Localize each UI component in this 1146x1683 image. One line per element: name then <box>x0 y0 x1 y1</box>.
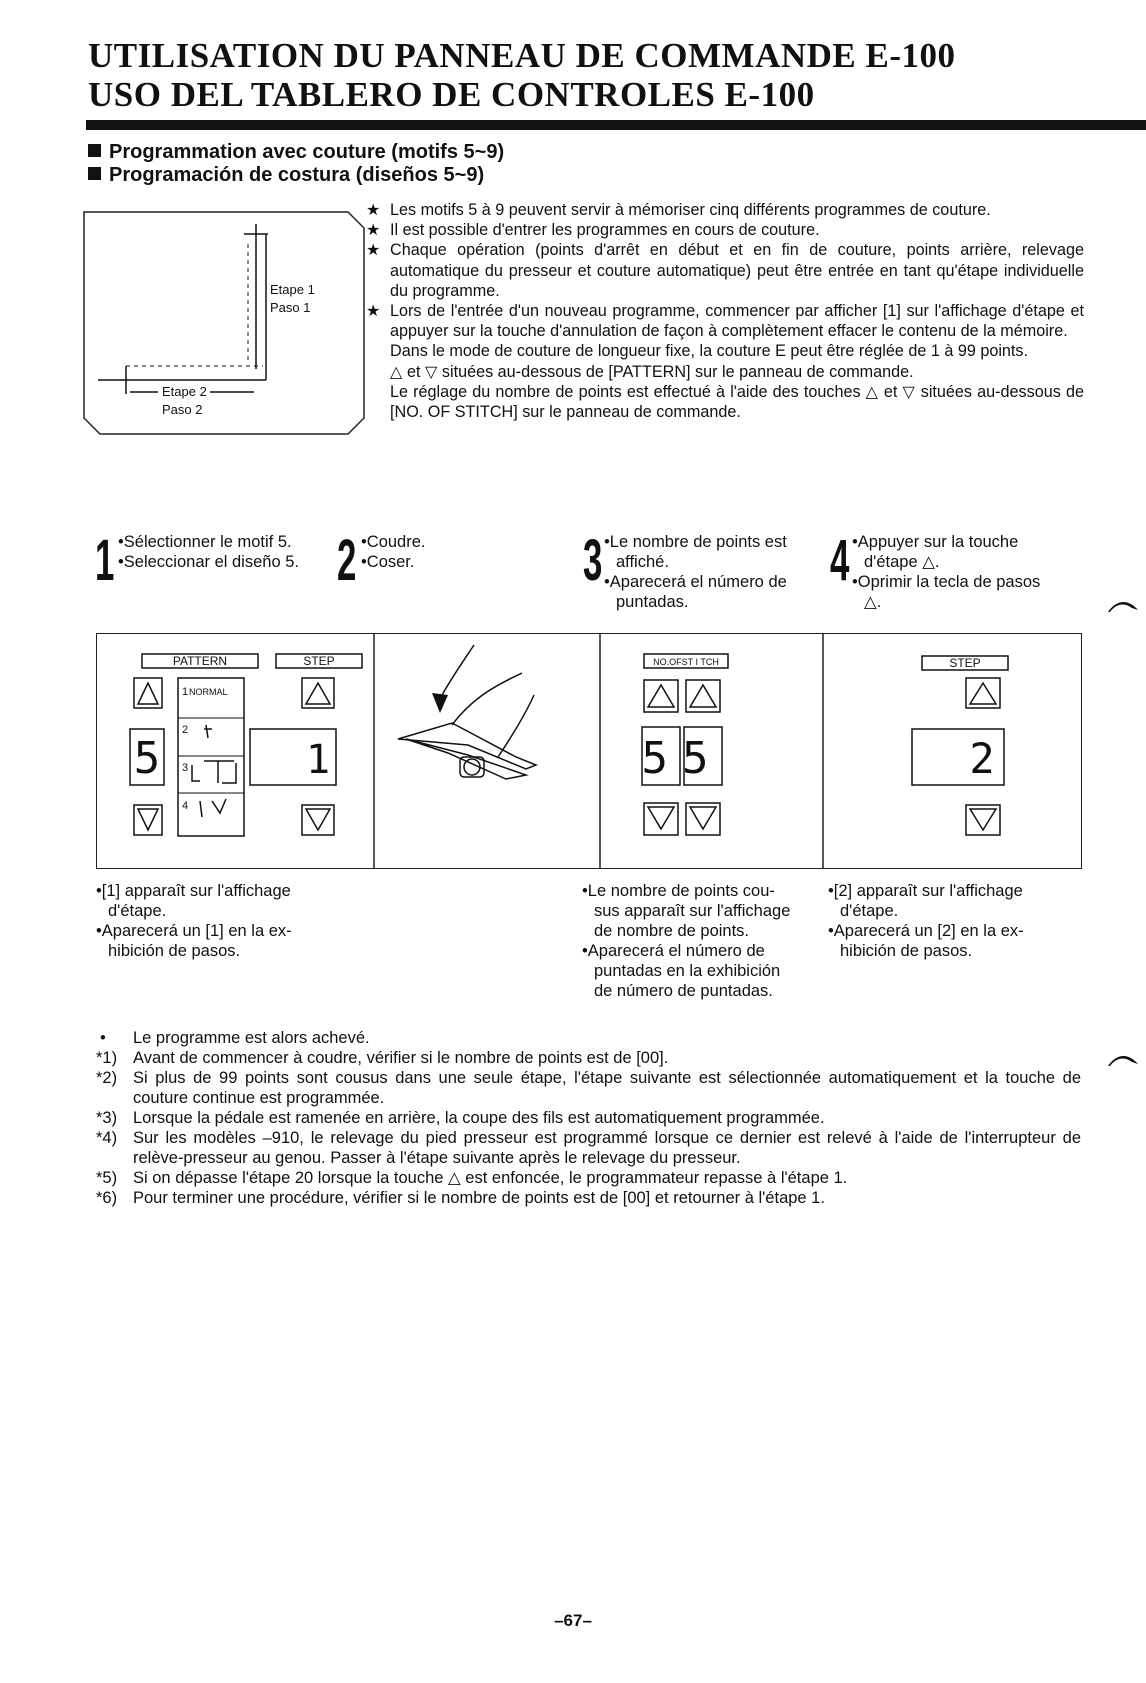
step-label: STEP <box>303 654 335 668</box>
note-item: *1) Avant de commencer à coudre, vérifier si le nombre de points est de [00]. <box>96 1049 669 1067</box>
pattern-digit-display <box>130 729 164 785</box>
bullet-item: ★ Lors de l'entrée d'un nouveau programme, commencer par afficher [1] sur l'affichage d'étape et appuyer sur la touche d'annulation de façon à complètement effacer le contenu de la mémoire. <box>366 302 1084 341</box>
svg-text:1: 1 <box>305 737 331 783</box>
step-digit-display <box>250 729 336 785</box>
caption-step-1: •[1] apparaît sur l'affichage d'étape. •Aparecerá un [1] en la ex- hibición de pasos. <box>96 882 292 960</box>
stitch-down-button-right[interactable] <box>686 803 720 835</box>
note-item: *2) Si plus de 99 points sont cousus dans une seule étape, l'étape suivante est sélectionnée automatiquement et la touche de couture continue est programmée. <box>96 1069 1081 1107</box>
list-number: 2 <box>182 724 189 736</box>
bullet-item: ★ Les motifs 5 à 9 peuvent servir à mémoriser cinq différents programmes de couture. <box>366 201 991 219</box>
stitch-count-display <box>642 727 723 785</box>
step-2-text: •Coudre. •Coser. <box>361 533 426 571</box>
page-title-fr: UTILISATION DU PANNEAU DE COMMANDE E-100 <box>88 36 956 75</box>
note-item: *5) Si on dépasse l'étape 20 lorsque la touche △ est enfoncée, le programmateur repasse à l'étape 1. <box>96 1169 848 1187</box>
step-number-2: 2 <box>337 528 357 593</box>
step-up-button[interactable] <box>302 678 334 708</box>
note-item: *4) Sur les modèles –910, le relevage du pied presseur est programmé lorsque ce dernier est relevé à l'aide de l'interrupteur de relève-presseur au genou. Passer à l'étape suivante après le relevage du presseur. <box>96 1129 1081 1167</box>
step-down-button[interactable] <box>302 805 334 835</box>
list-number: 1 <box>182 686 189 698</box>
stitch-down-button-left[interactable] <box>644 803 678 835</box>
bullet-item: ★ Chaque opération (points d'arrêt en début et en fin de couture, points arrière, relevage automatique du presseur et couture automatique) peut être entrée en tant qu'étape individuelle du programme. <box>366 241 1084 300</box>
step-number-4: 4 <box>830 528 850 593</box>
footnotes <box>96 1028 1081 1208</box>
subtitle-fr: Programmation avec couture (motifs 5~9) <box>88 141 504 164</box>
step-number-1: 1 <box>95 528 115 593</box>
list-number: 4 <box>182 800 189 812</box>
step-4-text: •Appuyer sur la touche d'étape △. •Oprimir la tecla de pasos △. <box>852 533 1041 611</box>
note-item: *6) Pour terminer une procédure, vérifier si le nombre de points est de [00] et retourner à l'étape 1. <box>96 1189 825 1207</box>
pattern-down-button[interactable] <box>134 805 162 835</box>
svg-text:5: 5 <box>133 733 161 784</box>
square-bullet-icon <box>88 167 101 180</box>
foot-pedal-icon <box>398 645 536 779</box>
stitch-up-button-right[interactable] <box>686 680 720 712</box>
panel-svg <box>96 633 1082 869</box>
extra-paragraph: Dans le mode de couture de longueur fixe, la couture E peut être réglée de 1 à 99 points. <box>390 342 1029 361</box>
diagram-step1-es: Paso 1 <box>270 300 311 315</box>
extra-paragraph: Le réglage du nombre de points est effectué à l'aide des touches △ et ▽ situées au-dessous de [NO. OF STITCH] sur le panneau de commande. <box>390 382 1084 422</box>
svg-text:55: 55 <box>641 733 723 784</box>
seam-path-diagram <box>78 204 368 444</box>
note-item: *3) Lorsque la pédale est ramenée en arrière, la coupe des fils est automatiquement programmée. <box>96 1109 825 1127</box>
margin-mark-icon <box>1106 1050 1140 1070</box>
stitch-up-button-left[interactable] <box>644 680 678 712</box>
normal-label: NORMAL <box>189 687 228 697</box>
subtitle-es: Programación de costura (diseños 5~9) <box>88 164 484 187</box>
page-number: –67– <box>554 1611 592 1630</box>
step-label-2: STEP <box>949 656 981 670</box>
diagram-step1-fr: Etape 1 <box>270 282 315 297</box>
diagram-step2-es: Paso 2 <box>162 402 203 417</box>
caption-step-3: •Le nombre de points cou- sus apparaît sur l'affichage de nombre de points. •Aparecerá el número de puntadas en la exhibición de número de puntadas. <box>582 882 791 1000</box>
step-up-button-2[interactable] <box>966 678 1000 708</box>
square-bullet-icon <box>88 144 101 157</box>
margin-mark-icon <box>1106 596 1140 616</box>
intro-bullets <box>366 200 1084 422</box>
title-rule <box>86 120 1146 130</box>
step-3-text: •Le nombre de points est affiché. •Aparecerá el número de puntadas. <box>604 533 787 611</box>
caption-step-4: •[2] apparaît sur l'affichage d'étape. •Aparecerá un [2] en la ex- hibición de pasos. <box>828 882 1024 960</box>
no-of-stitch-label: NO.OFST I TCH <box>653 657 719 667</box>
list-number: 3 <box>182 762 189 774</box>
diagram-step2-fr: Etape 2 <box>162 384 207 399</box>
step-1-text: •Sélectionner le motif 5. •Seleccionar el diseño 5. <box>118 533 299 571</box>
bullet-item: ★ Il est possible d'entrer les programmes en cours de couture. <box>366 221 820 240</box>
pattern-label: PATTERN <box>172 654 228 668</box>
pattern-up-button[interactable] <box>134 678 162 708</box>
page-title-es: USO DEL TABLERO DE CONTROLES E-100 <box>88 75 815 114</box>
step-down-button-2[interactable] <box>966 805 1000 835</box>
svg-text:2: 2 <box>969 734 995 783</box>
extra-paragraph: △ et ▽ situées au-dessous de [PATTERN] sur le panneau de commande. <box>390 362 914 381</box>
pattern-list <box>178 678 244 836</box>
step-digit-display-2 <box>912 729 1004 785</box>
step-number-3: 3 <box>583 528 603 593</box>
note-item: • Le programme est alors achevé. <box>100 1029 370 1047</box>
